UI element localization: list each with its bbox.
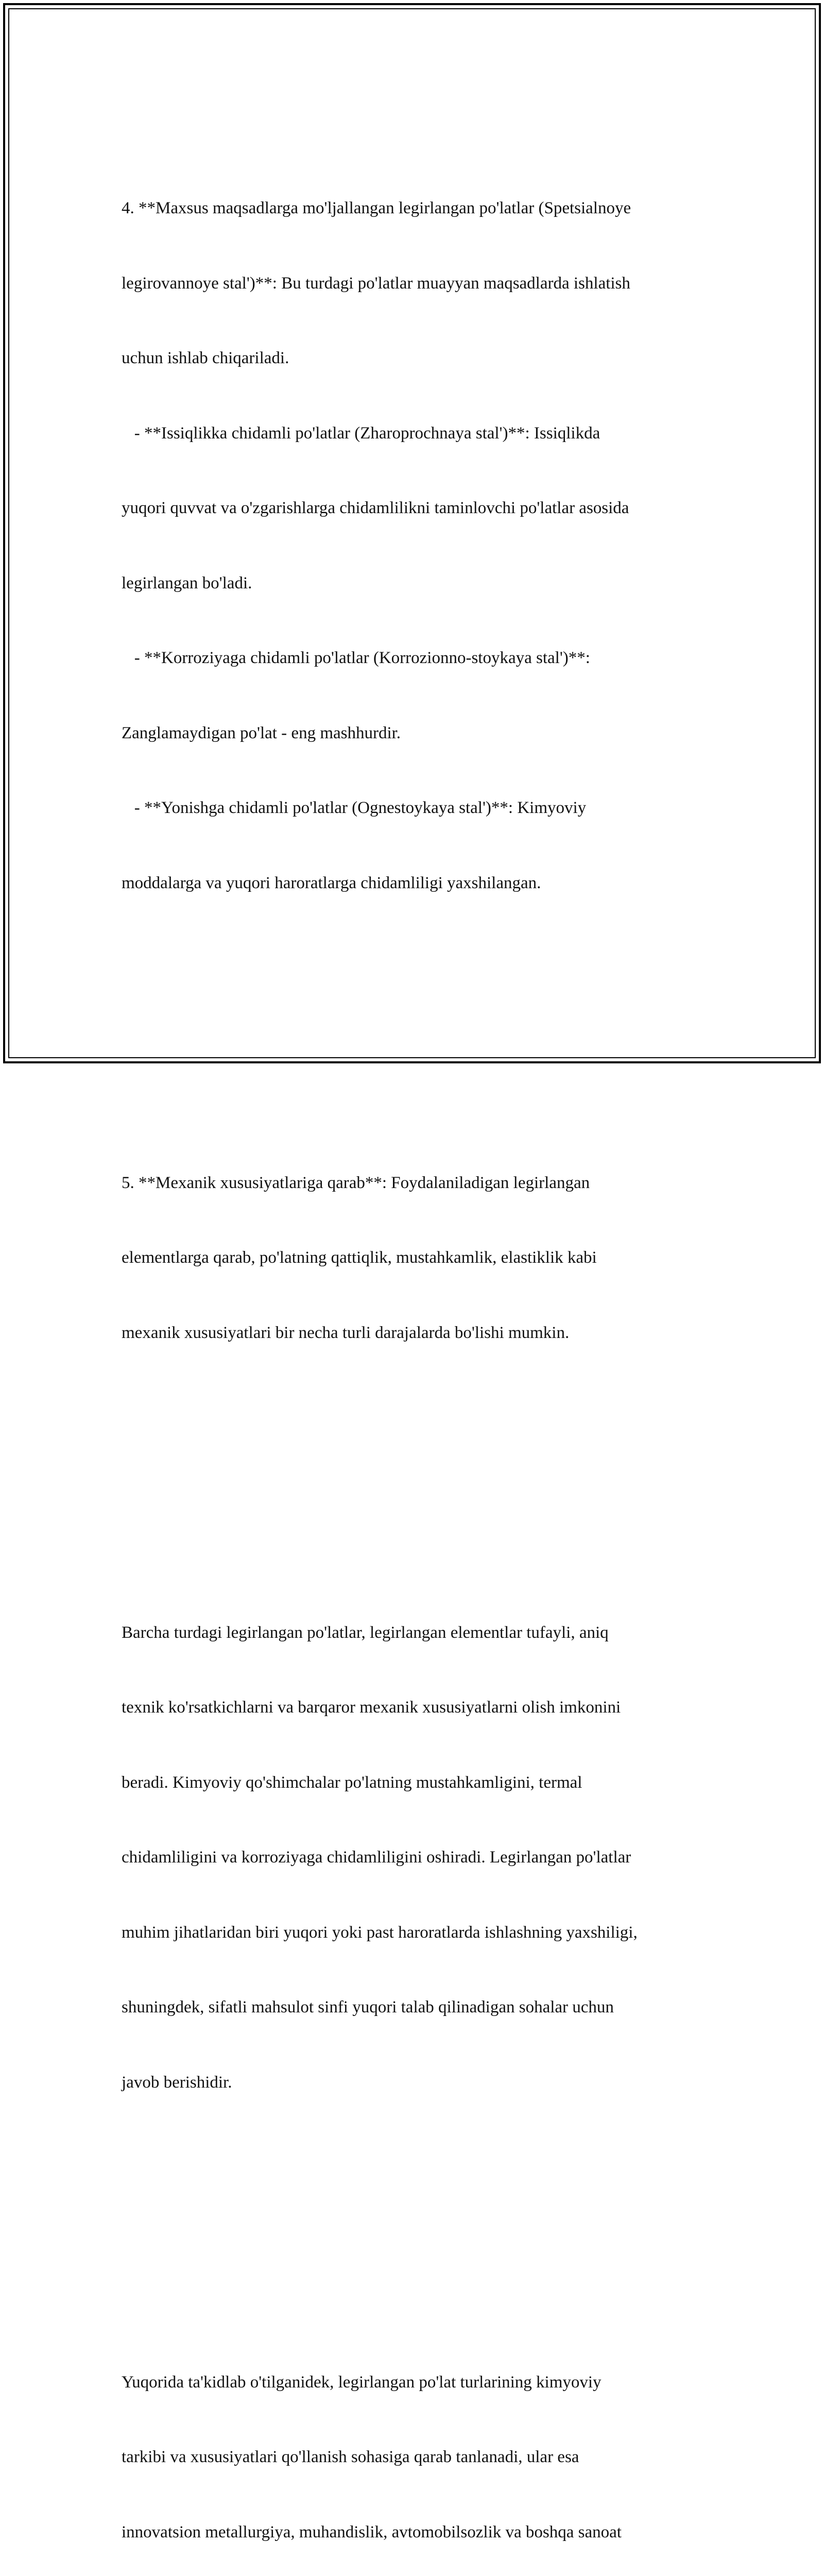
text-line: shuningdek, sifatli mahsulot sinfi yuqori talab qilinadigan sohalar uchun (122, 1995, 709, 2020)
text-line: legirlangan bo'ladi. (122, 571, 709, 596)
text-line: texnik ko'rsatkichlarni va barqaror mexanik xususiyatlarni olish imkonini (122, 1695, 709, 1720)
text-line: legirovannoye stal')**: Bu turdagi po'latlar muayyan maqsadlarda ishlatish (122, 271, 709, 296)
text-line: chidamliligini va korroziyaga chidamliligini oshiradi. Legirlangan po'latlar (122, 1845, 709, 1870)
conclusion-paragraph (122, 2320, 709, 2576)
text-line: yuqori quvvat va o'zgarishlarga chidamlilikni taminlovchi po'latlar asosida (122, 496, 709, 521)
text-line: Yuqorida ta'kidlab o'tilganidek, legirlangan po'lat turlarining kimyoviy (122, 2370, 709, 2395)
section-4-block (122, 146, 709, 945)
document-body (122, 96, 709, 2576)
text-line: muhim jihatlaridan biri yuqori yoki past haroratlarda ishlashning yaxshiligi, (122, 1920, 709, 1945)
text-line: uchun ishlab chiqariladi. (122, 346, 709, 371)
paragraph-spacer (122, 1470, 709, 1496)
text-line: - **Korroziyaga chidamli po'latlar (Korrozionno-stoykaya stal')**: (122, 646, 709, 671)
text-line: beradi. Kimyoviy qo'shimchalar po'latning mustahkamligini, termal (122, 1770, 709, 1795)
summary-paragraph (122, 1570, 709, 2145)
paragraph-spacer (122, 2220, 709, 2245)
text-line: innovatsion metallurgiya, muhandislik, avtomobilsozlik va boshqa sanoat (122, 2520, 709, 2545)
section-5-block (122, 1121, 709, 1396)
text-line: Zanglamaydigan po'lat - eng mashhurdir. (122, 721, 709, 746)
text-line: - **Yonishga chidamli po'latlar (Ognestoykaya stal')**: Kimyoviy (122, 795, 709, 821)
text-line: moddalarga va yuqori haroratlarga chidamliligi yaxshilangan. (122, 871, 709, 896)
text-line: elementlarga qarab, po'latning qattiqlik, mustahkamlik, elastiklik kabi (122, 1245, 709, 1270)
text-line: 5. **Mexanik xususiyatlariga qarab**: Foydalaniladigan legirlangan (122, 1171, 709, 1196)
text-line: Barcha turdagi legirlangan po'latlar, legirlangan elementlar tufayli, aniq (122, 1620, 709, 1646)
text-line: tarkibi va xususiyatlari qo'llanish sohasiga qarab tanlanadi, ular esa (122, 2445, 709, 2470)
text-line: javob berishidir. (122, 2070, 709, 2095)
text-line: 4. **Maxsus maqsadlarga mo'ljallangan legirlangan po'latlar (Spetsialnoye (122, 196, 709, 221)
text-line: mexanik xususiyatlari bir necha turli darajalarda bo'lishi mumkin. (122, 1320, 709, 1346)
text-line: - **Issiqlikka chidamli po'latlar (Zharoprochnaya stal')**: Issiqlikda (122, 421, 709, 446)
paragraph-spacer (122, 1021, 709, 1046)
